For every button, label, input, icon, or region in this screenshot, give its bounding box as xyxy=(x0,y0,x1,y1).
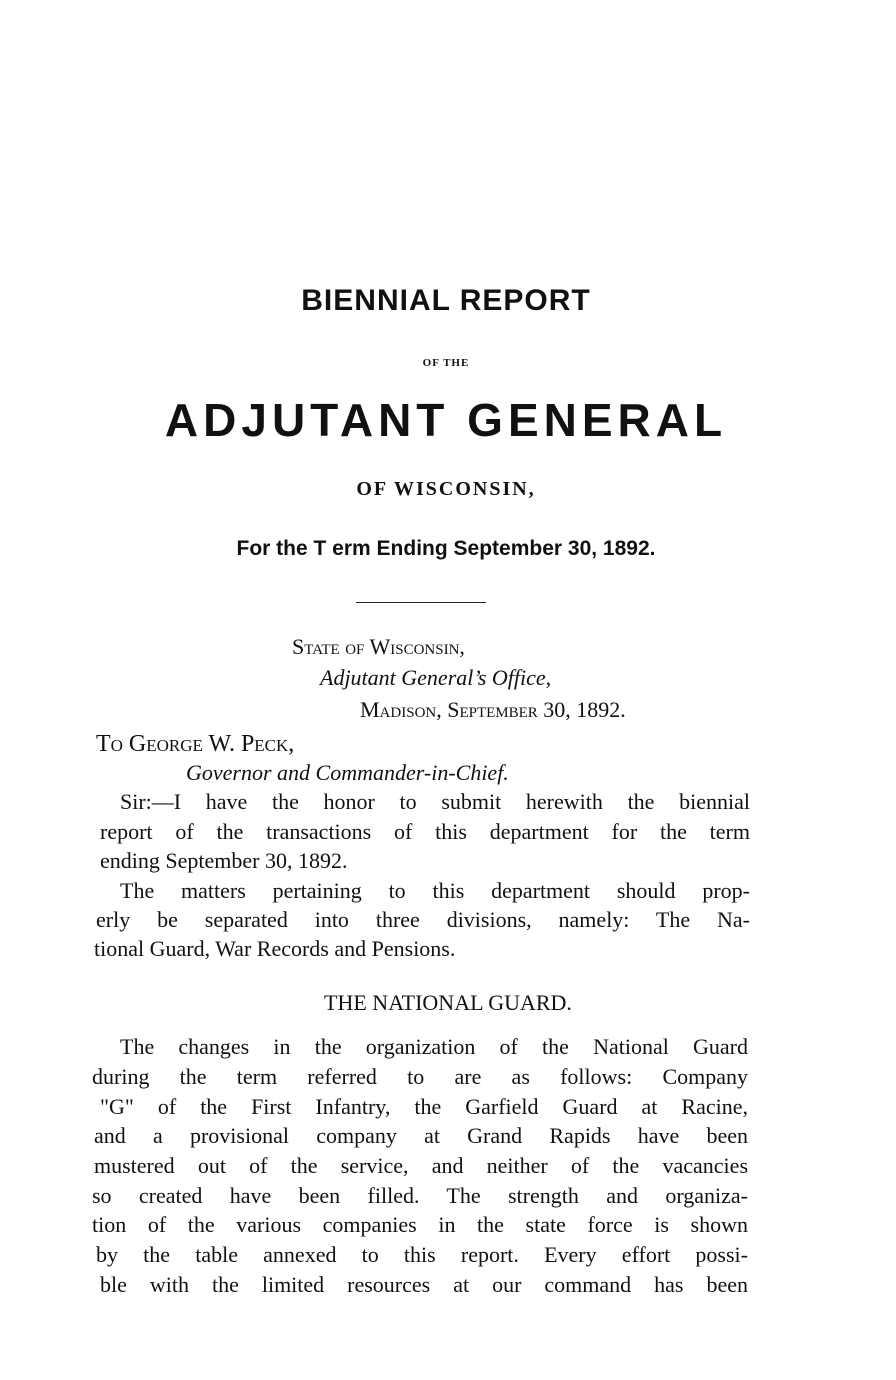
title-term: For the T erm Ending September 30, 1892. xyxy=(236,537,656,560)
paragraph2-line1: The matters pertaining to this department should prop- xyxy=(120,878,750,903)
report-title: BIENNIAL REPORT xyxy=(301,284,591,317)
paragraph1-line3: ending September 30, 1892. xyxy=(100,848,348,873)
paragraph3-line4: and a provisional company at Grand Rapids have been xyxy=(94,1123,748,1148)
paragraph2-line2: erly be separated into three divisions, namely: The Na- xyxy=(96,907,750,932)
paragraph3-line3: "G" of the First Infantry, the Garfield Guard at Racine, xyxy=(100,1094,748,1119)
paragraph3-line9: ble with the limited resources at our command has been xyxy=(100,1272,748,1297)
separator-rule xyxy=(356,602,486,603)
section-heading: THE NATIONAL GUARD. xyxy=(324,990,572,1015)
salutation-to: To George W. Peck, xyxy=(96,731,295,757)
address-office: Adjutant General’s Office, xyxy=(320,665,552,690)
paragraph3-line2: during the term referred to are as follows: Company xyxy=(92,1064,748,1089)
paragraph3-line8: by the table annexed to this report. Every effort possi- xyxy=(96,1242,748,1267)
paragraph3-line7: tion of the various companies in the state force is shown xyxy=(92,1212,748,1237)
title-of-the: OF THE xyxy=(422,357,470,369)
address-place-date: Madison, September 30, 1892. xyxy=(360,697,626,722)
paragraph3-line6: so created have been filled. The strength and organiza- xyxy=(92,1183,748,1208)
paragraph1-line1: Sir:—I have the honor to submit herewith the biennial xyxy=(120,789,750,814)
paragraph3-line5: mustered out of the service, and neither of the vacancies xyxy=(94,1153,748,1178)
address-state: State of Wisconsin, xyxy=(292,634,465,659)
paragraph1-line2: report of the transactions of this department for the term xyxy=(100,819,750,844)
title-of-wisconsin: OF WISCONSIN, xyxy=(356,478,536,500)
salutation-title: Governor and Commander-in-Chief. xyxy=(186,760,509,785)
title-adjutant-general: ADJUTANT GENERAL xyxy=(164,394,728,446)
paragraph3-line1: The changes in the organization of the National Guard xyxy=(120,1034,748,1059)
paragraph2-line3: tional Guard, War Records and Pensions. xyxy=(94,936,456,961)
